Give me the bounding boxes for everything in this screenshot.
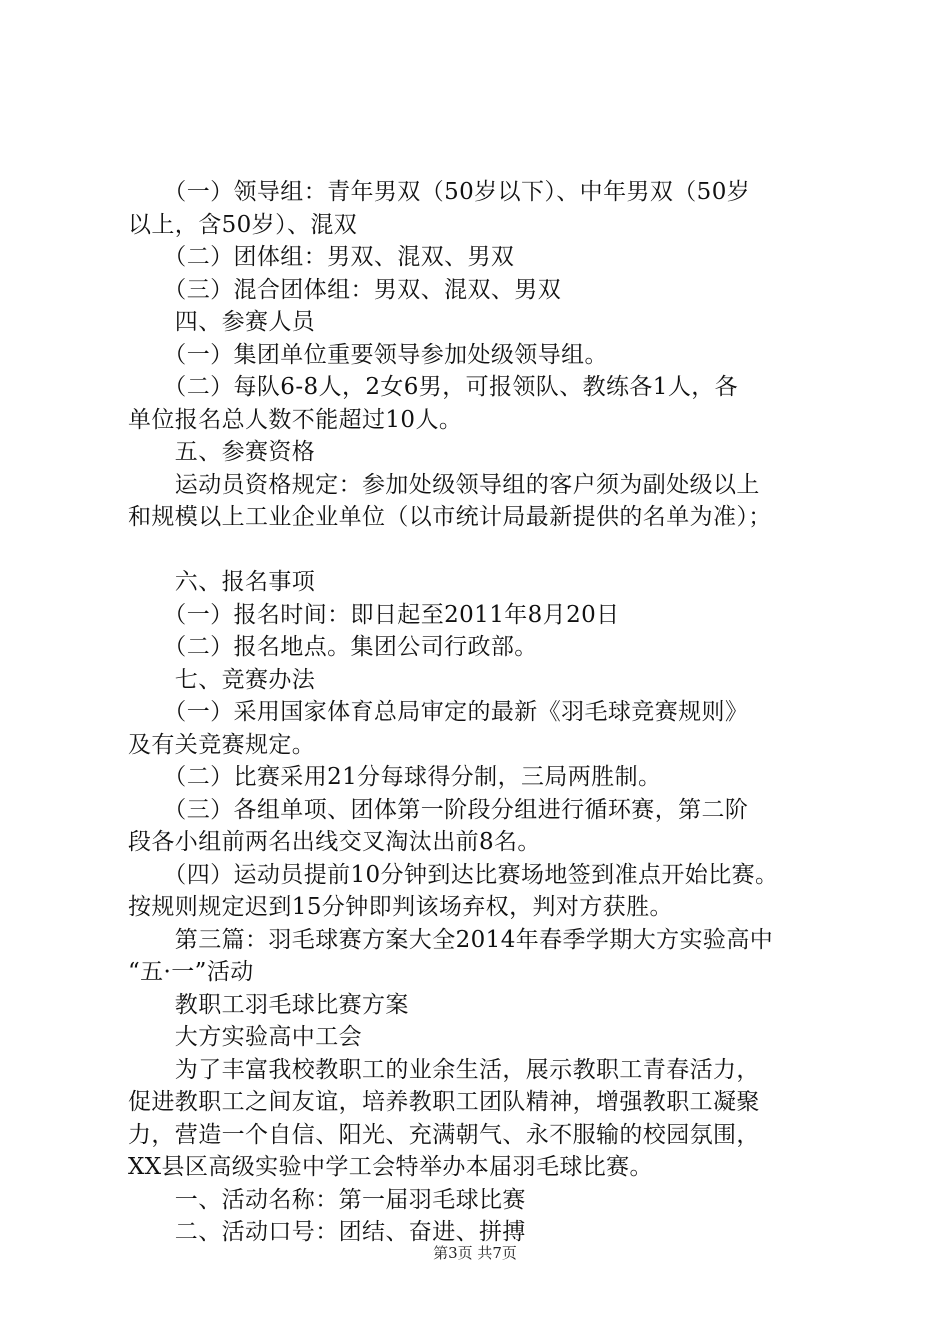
text-line: 力，营造一个自信、阳光、充满朝气、永不服输的校园氛围， <box>128 1121 760 1148</box>
text-line: 四、参赛人员 <box>128 309 316 335</box>
text-line: （一）报名时间：即日起至2011年8月20日 <box>128 601 620 628</box>
text-line: （三）混合团体组：男双、混双、男双 <box>128 276 562 303</box>
text-line: （二）每队6-8人，2女6男，可报领队、教练各1人，各 <box>128 374 739 400</box>
text-line: “五·一”活动 <box>128 959 254 985</box>
text-line: （四）运动员提前10分钟到达比赛场地签到准点开始比赛。 <box>128 861 779 888</box>
text-line: 五、参赛资格 <box>128 439 316 465</box>
text-line: 七、竞赛办法 <box>128 666 316 693</box>
document-body <box>128 176 834 1249</box>
text-line: （二）报名地点。集团公司行政部。 <box>128 634 538 660</box>
text-line: （一）集团单位重要领导参加处级领导组。 <box>128 341 608 368</box>
blank-line <box>128 534 834 567</box>
text-line: 及有关竞赛规定。 <box>128 731 316 758</box>
text-line: 二、活动口号：团结、奋进、拼搏 <box>128 1219 526 1245</box>
text-line: 运动员资格规定：参加处级领导组的客户须为副处级以上 <box>128 471 760 498</box>
page-footer: 第3页 共7页 <box>433 1244 517 1262</box>
text-line: 第三篇：羽毛球赛方案大全2014年春季学期大方实验高中 <box>128 926 774 953</box>
text-line: （一）采用国家体育总局审定的最新《羽毛球竞赛规则》 <box>128 699 749 725</box>
text-line: 为了丰富我校教职工的业余生活，展示教职工青春活力， <box>128 1056 760 1083</box>
text-line: 单位报名总人数不能超过10人。 <box>128 406 463 433</box>
text-line: 一、活动名称：第一届羽毛球比赛 <box>128 1186 526 1213</box>
text-line: （三）各组单项、团体第一阶段分组进行循环赛，第二阶 <box>128 796 749 823</box>
text-line: 促进教职工之间友谊，培养教职工团队精神，增强教职工凝聚 <box>128 1089 760 1115</box>
text-line: XX县区高级实验中学工会特举办本届羽毛球比赛。 <box>128 1154 653 1180</box>
text-line: 教职工羽毛球比赛方案 <box>128 991 409 1018</box>
text-line: （二）比赛采用21分每球得分制，三局两胜制。 <box>128 764 662 790</box>
text-line: 和规模以上工业企业单位（以市统计局最新提供的名单为准）； <box>128 504 772 530</box>
text-line: 段各小组前两名出线交叉淘汰出前8名。 <box>128 829 541 855</box>
text-line: 以上，含50岁）、混双 <box>128 211 358 238</box>
text-line: 大方实验高中工会 <box>128 1024 362 1050</box>
text-line: （二）团体组：男双、混双、男双 <box>128 244 515 270</box>
text-line: （一）领导组：青年男双（50岁以下）、中年男双（50岁 <box>128 179 751 205</box>
text-line: 六、报名事项 <box>128 569 316 595</box>
text-line: 按规则规定迟到15分钟即判该场弃权，判对方获胜。 <box>128 894 673 920</box>
